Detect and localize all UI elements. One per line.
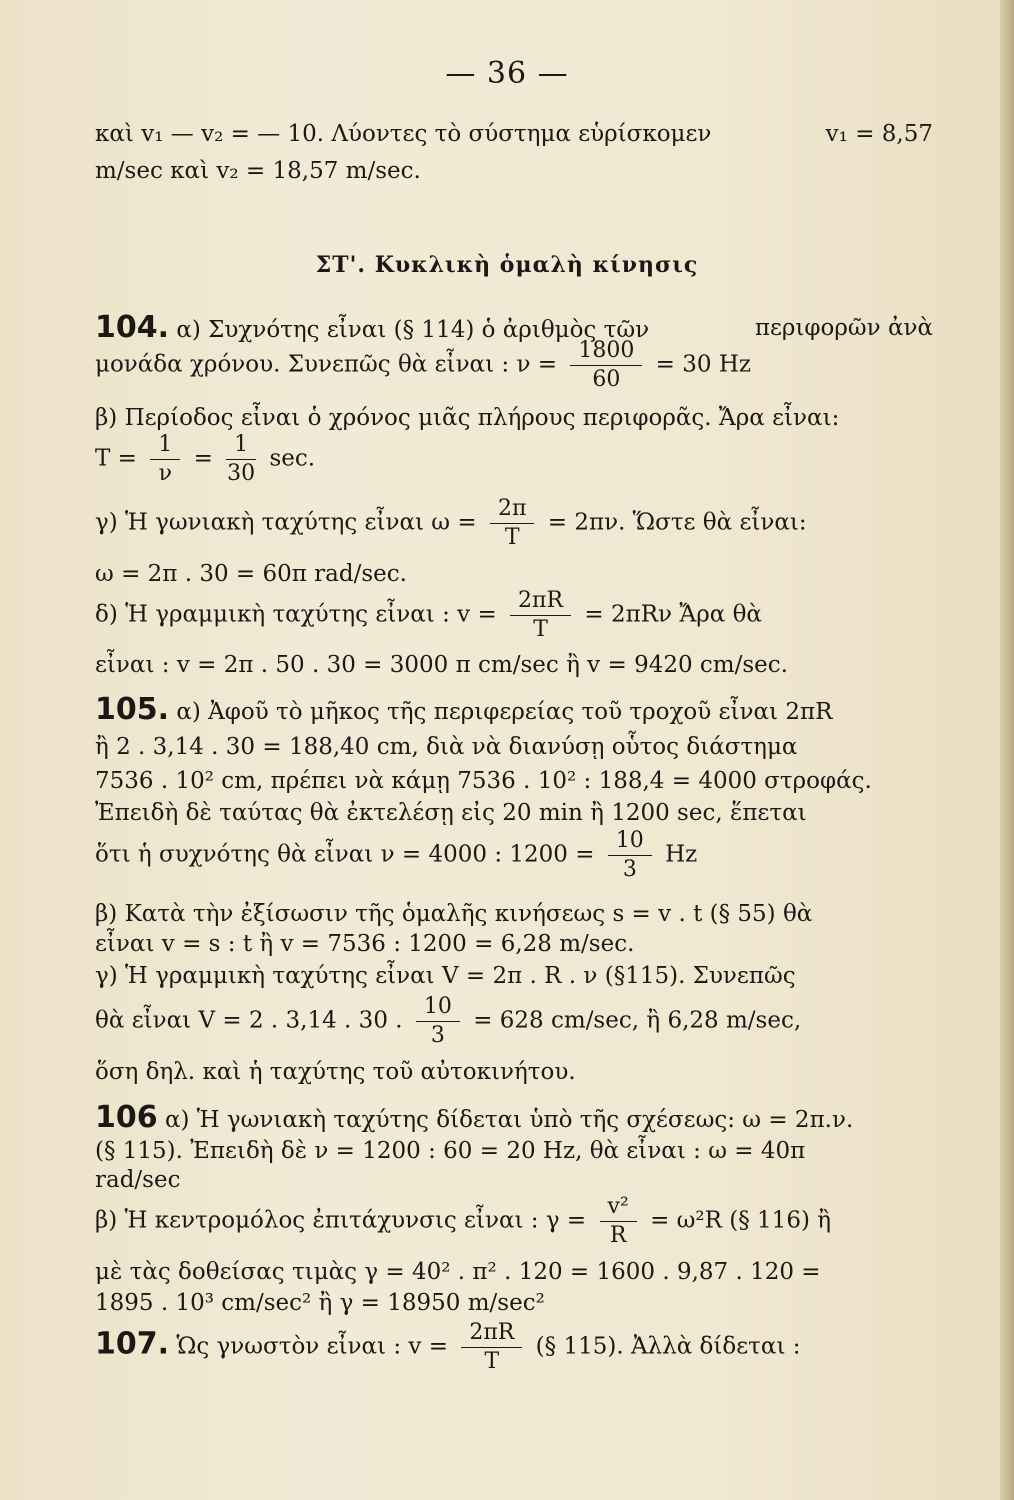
problem-107-line: 107. Ὡς γνωστὸν εἶναι : v = $\frac{2\pi R}{T}$ (§ 115). Ἀλλὰ δίδεται : <box>95 1320 801 1374</box>
problem-106-line: 1895 . 10³ cm/sec² ἢ γ = 18950 m/sec² <box>95 1290 545 1316</box>
fraction: $\frac{10}{3}$ <box>416 996 460 1047</box>
problem-105-line: ἢ 2 . 3,14 . 30 = 188,40 cm, διὰ νὰ διανύσῃ οὗτος διάστημα <box>95 734 798 760</box>
problem-106-line: (§ 115). Ἐπειδὴ δὲ ν = 1200 : 60 = 20 Hz, θὰ εἶναι : ω = 40π <box>95 1138 806 1164</box>
problem-106-line: 106 α) Ἡ γωνιακὴ ταχύτης δίδεται ὑπὸ τῆς σχέσεως: ω = 2π.ν. <box>95 1100 854 1135</box>
problem-105-line: β) Κατὰ τὴν ἐξίσωσιν τῆς ὁμαλῆς κινήσεως s = v . t (§ 55) θὰ <box>95 901 813 927</box>
text-line: m/sec καὶ v₂ = 18,57 m/sec. <box>95 158 421 184</box>
problem-106-line: β) Ἡ κεντρομόλος ἐπιτάχυνσις εἶναι : γ = $\frac{\text{v²}}{R}$ = ω²R (§ 116) ἢ <box>95 1194 832 1248</box>
problem-105-line: εἶναι v = s : t ἢ v = 7536 : 1200 = 6,28 m/sec. <box>95 931 635 957</box>
fraction: $\frac{1800}{60}$ <box>570 340 642 391</box>
fraction: $\frac{1}{\nu}$ <box>150 434 180 485</box>
problem-106-line: rad/sec <box>95 1167 181 1193</box>
problem-104-line: ω = 2π . 30 = 60π rad/sec. <box>95 561 407 587</box>
problem-105-line: θὰ εἶναι V = 2 . 3,14 . 30 . $\frac{10}{3}$ = 628 cm/sec, ἢ 6,28 m/sec, <box>95 994 802 1048</box>
problem-number: 107. <box>95 1326 170 1362</box>
fraction: $\frac{2\pi R}{T}$ <box>461 1322 522 1373</box>
problem-number: 104. <box>95 310 170 345</box>
fraction: $\frac{2\pi}{T}$ <box>490 498 534 549</box>
problem-104-line: εἶναι : v = 2π . 50 . 30 = 3000 π cm/sec ἢ v = 9420 cm/sec. <box>95 652 788 678</box>
problem-105-line: ὅτι ἡ συχνότης θὰ εἶναι ν = 4000 : 1200 = $\frac{10}{3}$ Hz <box>95 828 698 882</box>
problem-104-line: γ) Ἡ γωνιακὴ ταχύτης εἶναι ω = $\frac{2\pi}{T}$ = 2πν. Ὥστε θὰ εἶναι: <box>95 496 807 550</box>
problem-105-line: γ) Ἡ γραμμικὴ ταχύτης εἶναι V = 2π . R . ν (§115). Συνεπῶς <box>95 963 796 989</box>
fraction: $\frac{\text{v²}}{R}$ <box>600 1196 637 1247</box>
problem-104-line: 104. α) Συχνότης εἶναι (§ 114) ὁ ἀριθμὸς τῶν περιφορῶν ἀνὰ <box>95 310 933 345</box>
problem-105-line: ὅση δηλ. καὶ ἡ ταχύτης τοῦ αὐτοκινήτου. <box>95 1059 576 1085</box>
problem-104-line: μονάδα χρόνου. Συνεπῶς θὰ εἶναι : ν = $\frac{1800}{60}$ = 30 Hz <box>95 338 752 392</box>
fraction: $\frac{10}{3}$ <box>608 830 652 881</box>
problem-number: 105. <box>95 692 170 727</box>
problem-105-line: Ἐπειδὴ δὲ ταύτας θὰ ἐκτελέσῃ εἰς 20 min ἢ 1200 sec, ἕπεται <box>95 800 807 826</box>
page-number: — 36 — <box>445 56 569 91</box>
problem-number: 106 <box>95 1100 158 1135</box>
section-heading: ΣΤ'. Κυκλικὴ ὁμαλὴ κίνησις <box>315 252 699 278</box>
fraction: $\frac{2\pi R}{T}$ <box>510 590 571 641</box>
problem-106-line: μὲ τὰς δοθείσας τιμὰς γ = 40² . π² . 120 = 1600 . 9,87 . 120 = <box>95 1259 821 1285</box>
problem-104-line: δ) Ἡ γραμμικὴ ταχύτης εἶναι : v = $\frac{2\pi R}{T}$ = 2πRν Ἄρα θὰ <box>95 588 762 642</box>
problem-104-line: T = $\frac{1}{\nu}$ = $\frac{1}{30}$ sec. <box>95 432 316 486</box>
fraction: $\frac{1}{30}$ <box>227 432 256 486</box>
text-line: καὶ v₁ — v₂ = — 10. Λύοντες τὸ σύστημα εὑρίσκομεν v₁ = 8,57 <box>95 121 933 147</box>
page-edge <box>1000 0 1014 1500</box>
problem-105-line: 7536 . 10² cm, πρέπει νὰ κάμῃ 7536 . 10² : 188,4 = 4000 στροφάς. <box>95 768 872 794</box>
problem-104-line: β) Περίοδος εἶναι ὁ χρόνος μιᾶς πλήρους περιφορᾶς. Ἄρα εἶναι: <box>95 405 840 431</box>
problem-105-line: 105. α) Ἀφοῦ τὸ μῆκος τῆς περιφερείας τοῦ τροχοῦ εἶναι 2πR <box>95 692 833 727</box>
